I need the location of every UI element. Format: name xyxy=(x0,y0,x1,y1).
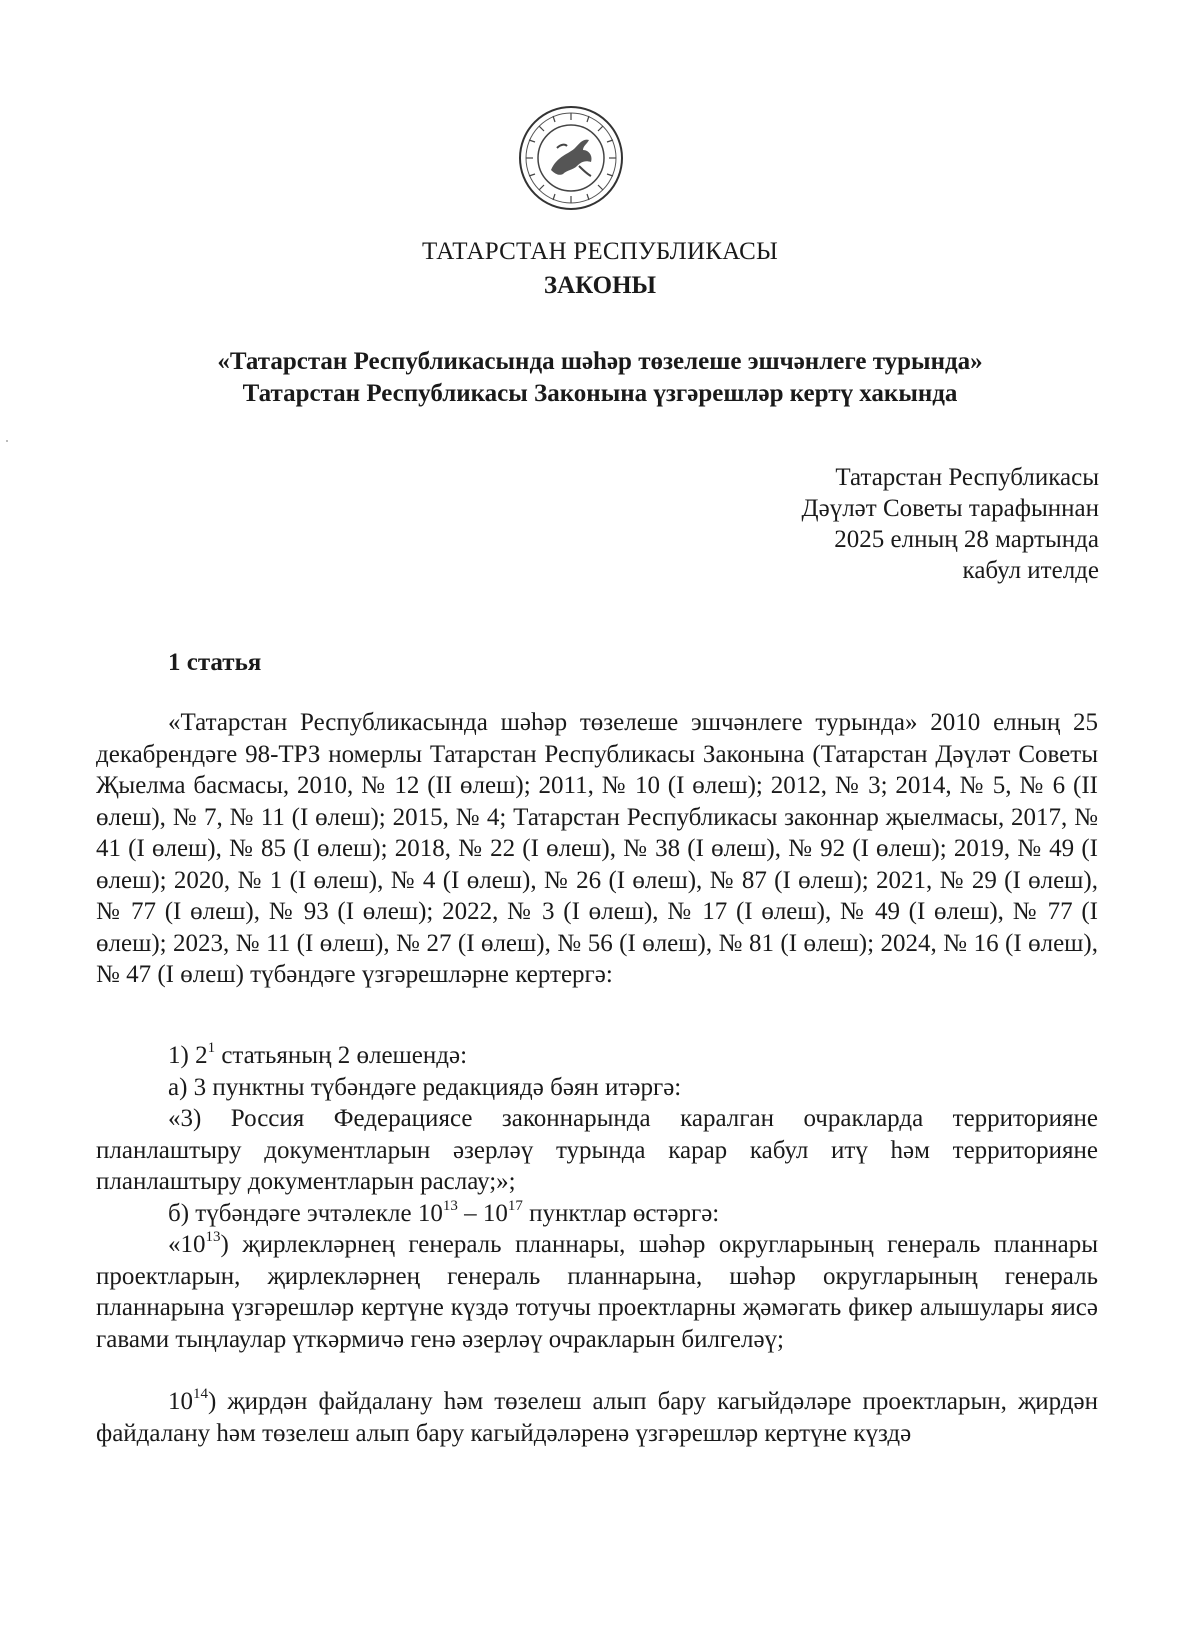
adoption-line-1: Татарстан Республикасы xyxy=(835,464,1099,491)
item-1-prefix: 1) 2 xyxy=(168,1042,208,1069)
item-1-suffix: статьяның 2 өлешендә: xyxy=(215,1042,468,1069)
point-10-13-paragraph xyxy=(96,1229,1098,1355)
tatarstan-emblem xyxy=(517,104,625,212)
adoption-line-2: Дәүләт Советы тарафыннан xyxy=(801,495,1099,522)
republic-heading: ТАТАРСТАН РЕСПУБЛИКАСЫ xyxy=(422,238,778,265)
item-b-suffix: пунктлар өстәргә: xyxy=(522,1200,720,1227)
adoption-block xyxy=(802,462,1099,586)
scan-speck xyxy=(6,440,8,442)
item-b-range-dash: – 10 xyxy=(457,1200,508,1227)
item-b-superscript-start: 13 xyxy=(442,1197,458,1214)
document-type-heading: ЗАКОНЫ xyxy=(543,272,657,299)
adoption-line-4: кабул ителде xyxy=(962,557,1099,584)
item-1-paragraph xyxy=(96,1040,1098,1072)
item-1-superscript: 1 xyxy=(207,1039,216,1056)
point-10-14-paragraph xyxy=(96,1386,1098,1449)
adoption-line-3: 2025 елның 28 мартында xyxy=(834,526,1099,553)
article-title: 1 статья xyxy=(168,649,262,676)
point-3-quote-paragraph: «3) Россия Федерациясе законнарында каралган очракларда территорияне планлаштыру документларын әзерләү турында карар кабул итү һәм территорияне планлаштыру документларын раслау;»; xyxy=(96,1105,1098,1195)
point-10-14-superscript: 14 xyxy=(193,1385,208,1402)
point-10-13-superscript: 13 xyxy=(205,1228,221,1245)
point-10-14-prefix: 10 xyxy=(168,1388,193,1415)
law-subject-line-1: «Татарстан Республикасында шәһәр төзелеше эшчәнлеге турында» xyxy=(217,348,983,375)
item-a-paragraph: а) 3 пунктны түбәндәге редакциядә бәян итәргә: xyxy=(168,1074,682,1101)
item-b-superscript-end: 17 xyxy=(507,1197,523,1214)
item-b-paragraph xyxy=(96,1198,1098,1230)
point-10-14-text: ) җирдән файдалану һәм төзелеш алып бару кагыйдәләре проектларын, җирдән файдалану һәм төзелеш алып бару кагыйдәләренә үзгәрешләр кертүне күздә xyxy=(96,1388,1098,1447)
item-b-prefix: б) түбәндәге эчтәлекле 10 xyxy=(168,1200,443,1227)
point-10-13-text: ) җирлекләрнең генераль планнары, шәһәр округларының генераль планнары проектларын, җирлекләрнең генераль планнарына, шәһәр округларының генераль планнарына үзгәрешләр кертүне күздә тотучы проектларны җәмәгать фикер алышулары яисә гавами тыңлаулар үткәрмичә генә әзерләү очракларын билгеләү; xyxy=(96,1231,1098,1353)
law-subject-line-2: Татарстан Республикасы Законына үзгәрешләр кертү хакында xyxy=(242,380,958,407)
point-10-13-prefix: «10 xyxy=(168,1231,206,1258)
article-intro-paragraph: «Татарстан Республикасында шәһәр төзелеше эшчәнлеге турында» 2010 елның 25 декабрендәге 98-ТРЗ номерлы Татарстан Республикасы Законына (Татарстан Дәүләт Советы Җыелма басмасы, 2010, № 12 (II өлеш); 2011, № 10 (I өлеш); 2012, № 3; 2014, № 5, № 6 (II өлеш), № 7, № 11 (I өлеш); 2015, № 4; Татарстан Республикасы законнар җыелмасы, 2017, № 41 (I өлеш), № 85 (I өлеш); 2018, № 22 (I өлеш), № 38 (I өлеш), № 92 (I өлеш); 2019, № 49 (I өлеш); 2020, № 1 (I өлеш), № 4 (I өлеш), № 26 (I өлеш), № 87 (I өлеш); 2021, № 29 (I өлеш), № 77 (I өлеш), № 93 (I өлеш); 2022, № 3 (I өлеш), № 17 (I өлеш), № 49 (I өлеш), № 77 (I өлеш); 2023, № 11 (I өлеш), № 27 (I өлеш), № 56 (I өлеш), № 81 (I өлеш); 2024, № 16 (I өлеш), № 47 (I өлеш) түбәндәге үзгәрешләрне кертергә: xyxy=(96,709,1098,988)
